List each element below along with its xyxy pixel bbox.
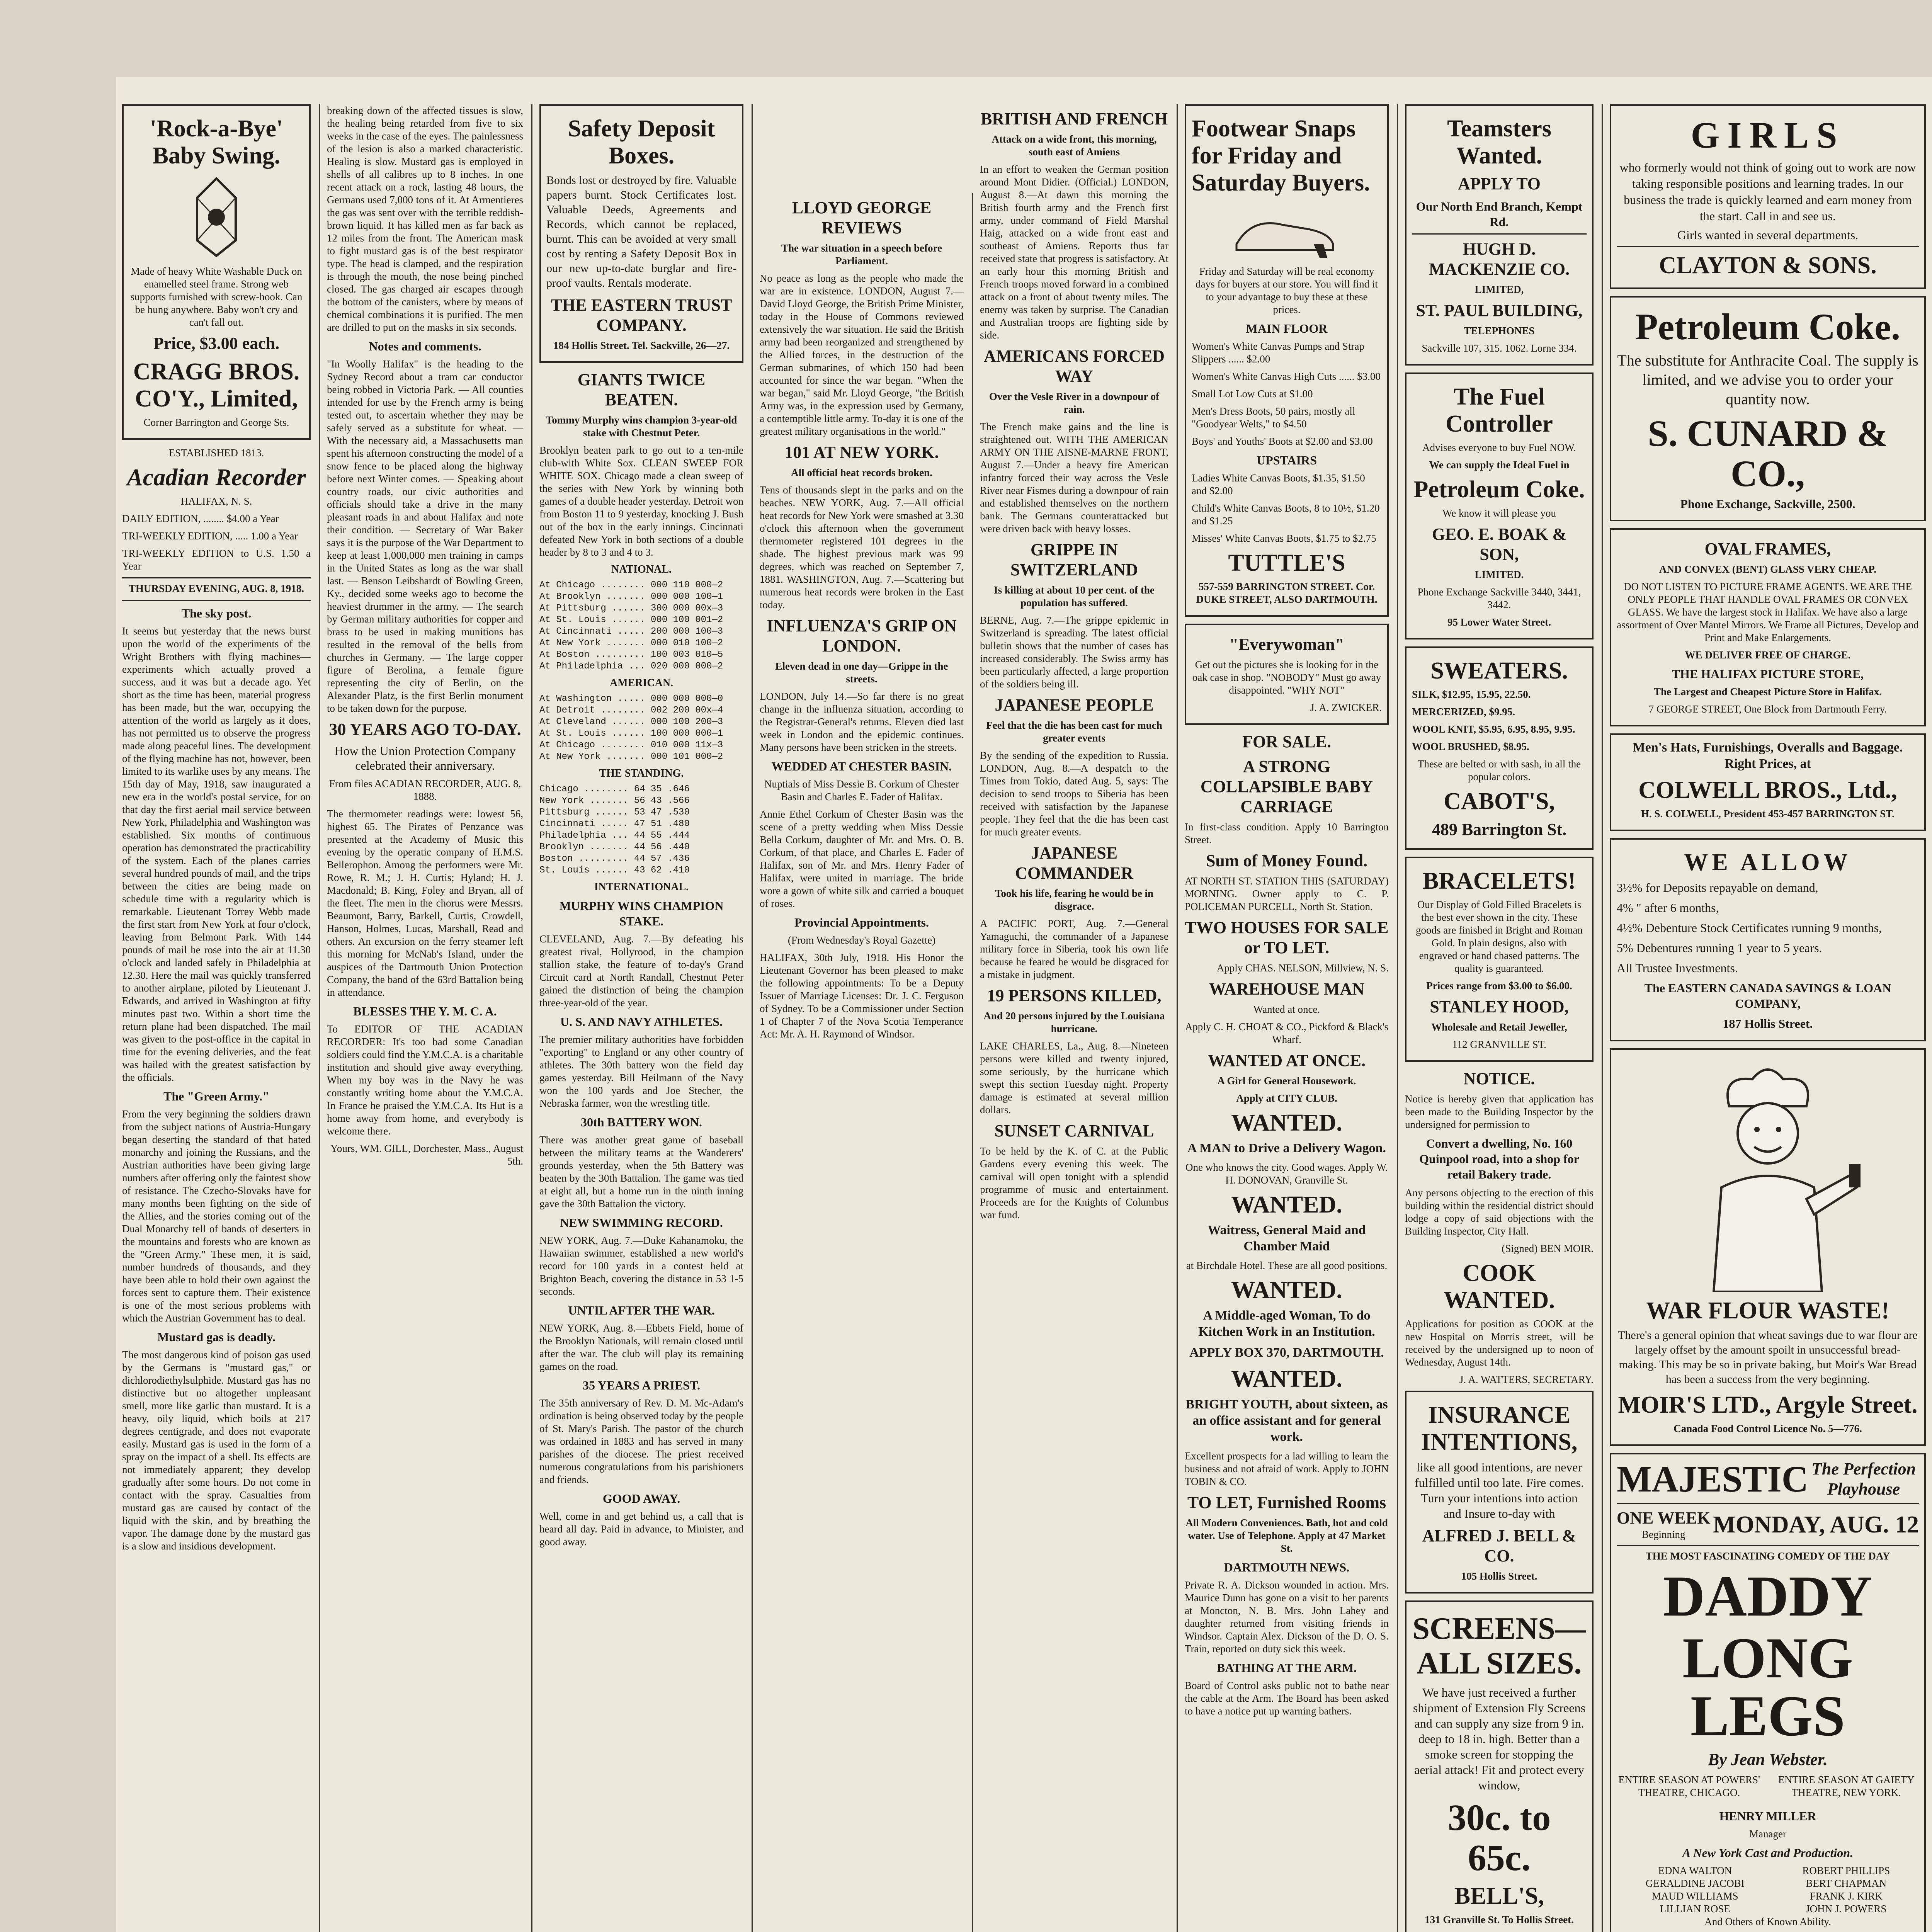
colwell-intro: Men's Hats, Furnishings, Overalls and Baggage. Right Prices, at bbox=[1633, 740, 1903, 771]
screens-ad bbox=[1405, 1600, 1594, 1932]
score-row: At Brooklyn ....... 000 000 100—1 bbox=[539, 592, 723, 602]
majestic-manager-label: Manager bbox=[1749, 1828, 1786, 1840]
safety-address: 184 Hollis Street. Tel. Sackville, 26—27. bbox=[553, 340, 730, 351]
screens-price: 30c. to 65c. bbox=[1447, 1797, 1551, 1878]
savings-company: The EASTERN CANADA SAVINGS & LOAN COMPANY, bbox=[1644, 981, 1891, 1010]
sale-head: FOR SALE. bbox=[1242, 732, 1331, 751]
influenza-head: INFLUENZA'S GRIP ON LONDON. bbox=[767, 616, 957, 655]
american-scores bbox=[539, 693, 743, 763]
girls-ad bbox=[1610, 104, 1926, 289]
wanted-youth-apply: Excellent prospects for a lad willing to learn the business and not afraid of work. Apply to JOHN TOBIN & CO. bbox=[1185, 1450, 1389, 1487]
thirty-years-source: From files ACADIAN RECORDER, AUG. 8, 1888. bbox=[329, 778, 521, 802]
wanted-once-text: A Girl for General Housework. bbox=[1217, 1075, 1356, 1087]
commander-sub: Took his life, fearing he would be in disgrace. bbox=[995, 888, 1154, 912]
mustard-head: Mustard gas is deadly. bbox=[157, 1330, 276, 1344]
everywoman-title: "Everywoman" bbox=[1229, 635, 1345, 654]
allow-row: 5% Debentures running 1 year to 5 years. bbox=[1617, 941, 1822, 955]
safety-company: THE EASTERN TRUST COMPANY. bbox=[551, 296, 732, 335]
newspaper-page bbox=[116, 77, 1932, 1932]
notices-text: HALIFAX, 30th July, 1918. His Honor the Lieutenant Governor has been pleased to make the following appointments: To be a Deputy Issuer of Marriage Licenses: Dr. J. C. Ferguson of Sydney. To be a Commissioner under Section 1 of Chapter 7 of the Nova Scotia Temperance Act: Mr. A. H. Raymond of Windsor. bbox=[760, 952, 964, 1040]
flour-text: There's a general opinion that wheat savings due to war flour are largely offset by the amount spoilt in unsuccessful bread-making. This may be so in private baking, but Moir's War Bread has been a success from the very beginning. bbox=[1618, 1329, 1918, 1386]
giants-head: GIANTS TWICE BEATEN. bbox=[577, 370, 706, 409]
cragg-name: CRAGG BROS. CO'Y., Limited, bbox=[133, 359, 300, 412]
cabots-name: CABOT'S, bbox=[1444, 788, 1555, 815]
warehouse-text: Wanted at once. bbox=[1253, 1003, 1320, 1015]
allow-trustees: All Trustee Investments. bbox=[1617, 961, 1738, 975]
masthead bbox=[122, 447, 311, 601]
sky-post-text: It seems but yesterday that the news burst upon the world of the experiments of the Wright Brothers with flying machines—experiments which actually proved a success, and it was but a decade ago. Yet short as the time has been, material progress has been made, but the war, occupying the attention of the world as largely as it does, has not permitted us to observe the progress made along peaceful lines. The development of the flying machine has not, however, been limited to its warlike uses by any means. The 15th day of May, 1918, saw inaugurated a new era in the world's postal service, for on that day the first aerial mail service between New York, Philadelphia and Washington was established. Six months of continuous operation has demonstrated the practicability of the system. Each of the planes carries several hundred pounds of mail, and the trips between the cities are being made on schedule time with a regularity which is remarkable. Lieutenant Torrey Webb made the first start from New York at four o'clock, leaving from Belmont Park. With 144 pounds of mail he rose into the air at 11.30 o'clock and landed safely in Philadelphia at 12.30. Here the mail was quickly transferred to another airplane, piloted by Lieutenant J. Edwards, and arrived in Washington at fifty minutes past two. Within a short time the return plane had been dispatched. The mail was given to the post-office in the capital in time for the evening deliveries, and the feat was hailed with the greatest satisfaction by the officials. bbox=[122, 625, 311, 1083]
swim-text: NEW YORK, Aug. 7.—Duke Kahanamoku, the Hawaiian swimmer, established a new world's record for 100 yards in a contest held at Brighton Beach, covering the distance in 53 1-5 seconds. bbox=[539, 1235, 743, 1297]
score-row: At Boston ......... 100 003 010—5 bbox=[539, 650, 723, 660]
priest-head: 35 YEARS A PRIEST. bbox=[582, 1378, 701, 1392]
cunard-phone: Phone Exchange, Sackville, 2500. bbox=[1680, 497, 1855, 511]
notice-text: Notice is hereby given that application has been made to the Building Inspector by the undersigned for permission to bbox=[1405, 1093, 1594, 1130]
killed-head: 19 PERSONS KILLED, bbox=[987, 986, 1162, 1005]
notes-text: "In Woolly Halifax" is the heading to the Sydney Record about a tram car conductor being robbed in Victoria Park. — All counties intended for use by the French army is being tested out, to ascertain whether they may be safely served as a substitute for wheat. — With the necessary aid, a Massachusetts man spent his afternoon constructing the model of a snow fence to be placed along the highway before next Winter comes. — Speaking about country roads, our civic authorities and officials should take a drive in the many pleasant roads in and about Halifax and note their condition. — Secretary of War Baker says it is the purpose of the War Department to keep at least 1,000,000 men training in camps in the United States as long as the war shall last. — Benson Leibshardt of Bowling Green, Ky., decided some weeks ago to become the heaviest drummer in the army. — The search by German military authorities for copper and brass to be used in making munitions has resulted in the removal of the bells from churches in Germany. — The large copper figure of Berolina, a female figure representing the city of Berlin, on the Alexander Platz, is the first Berlin monument to be taken down for the purpose. bbox=[327, 358, 523, 714]
american-head: AMERICAN. bbox=[609, 677, 673, 689]
standing-row: Pittsburg ...... 53 47 .530 bbox=[539, 807, 690, 818]
moirs-name: MOIR'S LTD., Argyle Street. bbox=[1618, 1392, 1918, 1418]
british-sub: Attack on a wide front, this morning, south east of Amiens bbox=[992, 133, 1157, 158]
everywoman-ad bbox=[1185, 624, 1389, 725]
lloyd-sub: The war situation in a speech before Parliament. bbox=[781, 242, 942, 267]
ymca-sign: Yours, WM. GILL, Dorchester, Mass., August 5th. bbox=[330, 1143, 523, 1167]
safety-deposit-ad bbox=[539, 104, 743, 363]
good-away-head: GOOD AWAY. bbox=[602, 1492, 680, 1505]
notes-head: Notes and comments. bbox=[369, 339, 481, 353]
international-head: INTERNATIONAL. bbox=[594, 881, 689, 893]
halifax-picture-store: THE HALIFAX PICTURE STORE, bbox=[1672, 667, 1864, 681]
japanese-sub: Feel that the die has been cast for much greater events bbox=[986, 719, 1162, 744]
killed-text: LAKE CHARLES, La., Aug. 8.—Nineteen persons were killed and twenty injured, some seriously, by the hurricane which swept this section Tuesday night. Property damage is estimated at several million dollars. bbox=[980, 1040, 1168, 1116]
bracelets-prices: Prices range from $3.00 to $6.00. bbox=[1426, 980, 1572, 992]
majestic-beginning: Beginning bbox=[1641, 1529, 1685, 1540]
dartmouth-head: DARTMOUTH NEWS. bbox=[1224, 1560, 1350, 1574]
column-6 bbox=[1179, 104, 1395, 1932]
footwear-upstairs: UPSTAIRS bbox=[1257, 453, 1317, 467]
sale-title: A STRONG COLLAPSIBLE BABY CARRIAGE bbox=[1200, 757, 1373, 816]
column-7 bbox=[1399, 104, 1600, 1932]
cabots-address: 489 Barrington St. bbox=[1432, 820, 1567, 839]
long-legs-title: LONG LEGS bbox=[1682, 1626, 1853, 1748]
grippe-head: GRIPPE IN SWITZERLAND bbox=[1010, 540, 1138, 579]
column-3 bbox=[533, 104, 750, 1932]
oval-frames-ad bbox=[1610, 528, 1926, 726]
footwear-item: Boys' and Youths' Boots at $2.00 and $3.00 bbox=[1192, 435, 1373, 447]
carnival-head: SUNSET CARNIVAL bbox=[994, 1121, 1154, 1140]
notices-sub: (From Wednesday's Royal Gazette) bbox=[787, 934, 936, 946]
score-row: At New York ....... 000 010 100—2 bbox=[539, 638, 723, 648]
wanted-youth-text: BRIGHT YOUTH, about sixteen, as an office assistant and for general work. bbox=[1185, 1397, 1388, 1444]
york-text: Tens of thousands slept in the parks and on the beaches. NEW YORK, Aug. 7.—All official heat records for New York were smashed at 3.30 o'clock this afternoon when the government thermometer registered 101 degrees in the shade. The highest previous mark was 99 degrees, which was reached on September 7, 1881. WASHINGTON, Aug. 7.—Scattering but numerous heat records were broken in the East today. bbox=[760, 484, 964, 611]
column-2 bbox=[321, 104, 529, 1932]
murphy-head: MURPHY WINS CHAMPION STAKE. bbox=[559, 899, 724, 928]
rooms-title: TO LET, Furnished Rooms bbox=[1187, 1493, 1386, 1512]
stanley-hood-desc: Wholesale and Retail Jeweller, bbox=[1431, 1021, 1567, 1033]
boak-phone: Phone Exchange Sackville 3440, 3441, 3442. bbox=[1417, 586, 1581, 611]
column-1 bbox=[116, 104, 317, 1932]
cast-member: MAUD WILLIAMS bbox=[1651, 1890, 1738, 1902]
score-row: At Chicago ........ 000 110 000—2 bbox=[539, 580, 723, 590]
masthead-tri: TRI-WEEKLY EDITION, ..... 1.00 a Year bbox=[122, 530, 298, 542]
column-4 bbox=[753, 193, 970, 1932]
majestic-week: ONE WEEK bbox=[1617, 1509, 1711, 1527]
wanted-driver-apply: One who knows the city. Good wages. Apply W. H. DONOVAN, Granville St. bbox=[1185, 1162, 1388, 1186]
bracelets-text: Our Display of Gold Filled Bracelets is the best ever shown in the city. These goods are finished in Bright and Roman Gold. In plain designs, also with engraved or hand chased patterns. The quality is guaranteed. bbox=[1416, 899, 1583, 974]
wanted-waitress-text: Waitress, General Maid and Chamber Maid bbox=[1208, 1223, 1366, 1253]
ymca-text: To EDITOR OF THE ACADIAN RECORDER: It's too bad some Canadian soldiers could find the Y.M.C.A. is a charitable institution and should give away everything. When my boy was in the Navy he was constantly writing home about the Y.M.C.A. In France he praised the Y.M.C.A. Its Hut is a home away from home, and everybody is welcome there. bbox=[327, 1023, 523, 1137]
carnival-text: To be held by the K. of C. at the Public Gardens every evening this week. The carnival will open tonight with a splendid programme of music and entertainment. Proceeds are for the Knights of Columbus war fund. bbox=[980, 1145, 1168, 1221]
standing-row: Boston ......... 44 57 .436 bbox=[539, 854, 690, 864]
wanted-woman-title: WANTED. bbox=[1231, 1277, 1342, 1303]
footwear-item: Men's Dress Boots, 50 pairs, mostly all "Goodyear Welts," to $4.50 bbox=[1192, 405, 1355, 430]
thirty-years-text: The thermometer readings were: lowest 56, highest 65. The Pirates of Penzance was presented at the Academy of Music this evening by the operatic company of H.M.S. Bellerophon. Among the performers were Mr. Rowe, R. M.; J. H. Curtis; Hyland; H. J. Macdonald; B. King, Foley and Bryan, all of the fleet. The men in the chorus were Messrs. Beaumont, Barry, Barkell, Curtis, Crowdell, Hanson, Holmes, Lucas, Marshall, Read and others. An excursion on the ferry steamer left this morning for McNab's Island, under the auspices of the Dartmouth Union Protection Company, the band of the 63rd Battalion being in attendance. bbox=[327, 808, 523, 998]
warehouse-apply: Apply C. H. CHOAT & CO., Pickford & Black's Wharf. bbox=[1185, 1021, 1389, 1045]
clayton-name: CLAYTON & SONS. bbox=[1659, 252, 1877, 279]
insurance-ad bbox=[1405, 1391, 1594, 1594]
wedded-head: WEDDED AT CHESTER BASIN. bbox=[771, 759, 952, 773]
majestic-name: MAJESTIC bbox=[1617, 1458, 1809, 1500]
footwear-item: Women's White Canvas High Cuts ...... $3.00 bbox=[1192, 371, 1381, 382]
influenza-text: LONDON, July 14.—So far there is no great change in the influenza situation, according to the Registrar-General's returns. Eleven died last week in London and the epidemic continues. Many persons have been stricken in the streets. bbox=[760, 690, 964, 753]
influenza-sub: Eleven dead in one day—Grippe in the streets. bbox=[775, 660, 948, 685]
footwear-main-floor: MAIN FLOOR bbox=[1246, 321, 1328, 335]
cast-member: FRANK J. KIRK bbox=[1810, 1890, 1883, 1902]
column-8 bbox=[1604, 104, 1932, 1932]
majestic-cast-head: A New York Cast and Production. bbox=[1682, 1846, 1854, 1860]
score-row: At Detroit ........ 002 200 00x—4 bbox=[539, 705, 723, 716]
standing-row: New York ....... 56 43 .566 bbox=[539, 796, 690, 806]
score-row: At St. Louis ...... 000 100 001—2 bbox=[539, 615, 723, 625]
mustard-continued: breaking down of the affected tissues is slow, the healing being retarded from five to six weeks in the case of the eyes. The painlessness of the lesion is also a marked characteristic. Healing is slow. Mustard gas is employed in shells of all calibres up to 8 inches. In one recent attack on a rock, lasting 48 hours, the Germans used 7,000 tons of it. At Armentieres the gas was sent over with the terrible reddish-brown liquid. It has killed men as far back as 12 miles from the front. The American mask to fight mustard gas is of the best respirator type. The head is clamped, and the respiration is through the mouth, the nose being pinched closed. The gas charged air escapes through the bottom of the canisters, where by means of chemical combinations it is purified. The men are drilled to put on the masks in six seconds. bbox=[327, 105, 523, 333]
killed-sub: And 20 persons injured by the Louisiana hurricane. bbox=[983, 1010, 1165, 1034]
boak-address: 95 Lower Water Street. bbox=[1447, 616, 1551, 628]
british-head: BRITISH AND FRENCH bbox=[980, 109, 1168, 128]
sweaters-wool: WOOL KNIT, $5.95, 6.95, 8.95, 9.95. bbox=[1412, 723, 1575, 735]
allow-title: WE ALLOW bbox=[1684, 849, 1852, 876]
masthead-established: ESTABLISHED 1813. bbox=[168, 447, 264, 459]
tuttles-address: 557-559 BARRINGTON STREET. Cor. DUKE STREET, ALSO DARTMOUTH. bbox=[1196, 581, 1378, 605]
fuel-title: The Fuel Controller bbox=[1446, 384, 1553, 437]
standing-row: Brooklyn ....... 44 56 .440 bbox=[539, 842, 690, 852]
mackenzie-name: HUGH D. MACKENZIE CO. bbox=[1429, 240, 1570, 279]
allow-row: 4½% Debenture Stock Certificates running 9 months, bbox=[1617, 921, 1882, 935]
stanley-hood-address: 112 GRANVILLE ST. bbox=[1452, 1039, 1546, 1050]
majestic-sub: The Perfection Playhouse bbox=[1811, 1459, 1916, 1498]
swim-head: NEW SWIMMING RECORD. bbox=[560, 1216, 723, 1230]
sweaters-merc: MERCERIZED, $9.95. bbox=[1412, 706, 1515, 718]
allow-row: 4% " after 6 months, bbox=[1617, 901, 1719, 915]
majestic-date: MONDAY, AUG. 12 bbox=[1713, 1511, 1919, 1538]
battery-text: There was another great game of baseball between the military teams at the Wanderers' grounds yesterday, when the 5th Battery was beaten by the 30th Battalion. The game was tied at eight all, but a home run in the ninth inning gave the 30th Battalion the victory. bbox=[539, 1134, 743, 1209]
cook-title: COOK WANTED. bbox=[1444, 1260, 1555, 1313]
teamsters-title: Teamsters Wanted. bbox=[1447, 116, 1551, 169]
notice-sign: (Signed) BEN MOIR. bbox=[1502, 1243, 1594, 1254]
wanted-youth-title: WANTED. bbox=[1231, 1366, 1342, 1392]
notice-bold: Convert a dwelling, No. 160 Quinpool road, into a shop for retail Bakery trade. bbox=[1419, 1136, 1579, 1181]
score-row: At Cleveland ...... 000 100 200—3 bbox=[539, 717, 723, 727]
bathing-text: Board of Control asks public not to bathe near the cable at the Arm. The Board has been asked to have a notice put up warning bathers. bbox=[1185, 1680, 1389, 1717]
shoe-illustration bbox=[1229, 202, 1345, 260]
mackenzie-phones: Sackville 107, 315. 1062. Lorne 334. bbox=[1422, 342, 1577, 354]
thirty-years-head: 30 YEARS AGO TO-DAY. bbox=[329, 720, 521, 739]
sweaters-brushed: WOOL BRUSHED, $8.95. bbox=[1412, 741, 1529, 752]
wanted-woman-text: A Middle-aged Woman, To do Kitchen Work in an Institution. bbox=[1198, 1308, 1375, 1339]
wanted-once-title: WANTED AT ONCE. bbox=[1208, 1051, 1366, 1070]
boak-name: GEO. E. BOAK & SON, bbox=[1432, 525, 1567, 564]
majestic-manager: HENRY MILLER bbox=[1719, 1809, 1816, 1823]
daddy-title: DADDY bbox=[1663, 1564, 1872, 1628]
japanese-text: By the sending of the expedition to Russia. LONDON, Aug. 8.—A despatch to the Times from Tokio, dated Aug. 5, says: The decision to send troops to Siberia has been received with satisfaction by the Japanese people. They feel that the die has been cast for much greater events. bbox=[980, 750, 1168, 838]
flour-title: WAR FLOUR WASTE! bbox=[1646, 1298, 1889, 1324]
cast-member: ROBERT PHILLIPS bbox=[1802, 1865, 1890, 1876]
bracelets-ad bbox=[1405, 857, 1594, 1062]
majestic-run-chicago: ENTIRE SEASON AT POWERS' THEATRE, CHICAGO. bbox=[1618, 1774, 1760, 1798]
halifax-picture-desc: The Largest and Cheapest Picture Store in Halifax. bbox=[1654, 686, 1882, 697]
fuel-please: We know it will please you bbox=[1442, 507, 1556, 519]
oval-sub: AND CONVEX (BENT) GLASS VERY CHEAP. bbox=[1659, 563, 1877, 575]
bracelets-title: BRACELETS! bbox=[1422, 868, 1576, 894]
rock-a-bye-title: 'Rock-a-Bye' Baby Swing. bbox=[150, 116, 283, 169]
americans-head: AMERICANS FORCED WAY bbox=[983, 347, 1165, 386]
notice-title: NOTICE. bbox=[1463, 1069, 1535, 1088]
cast-member: BERT CHAPMAN bbox=[1806, 1878, 1887, 1889]
baby-swing-illustration bbox=[185, 175, 247, 260]
bells-name: BELL'S, bbox=[1454, 1883, 1544, 1909]
wanted-driver-text: A MAN to Drive a Delivery Wagon. bbox=[1187, 1141, 1386, 1155]
score-row: At Washington ..... 000 000 000—0 bbox=[539, 694, 723, 704]
sweaters-title: SWEATERS. bbox=[1430, 658, 1568, 684]
japanese-head: JAPANESE PEOPLE bbox=[995, 696, 1154, 714]
standing-row: Philadelphia ... 44 55 .444 bbox=[539, 830, 690, 841]
majestic-ad bbox=[1610, 1453, 1926, 1932]
cunard-name: S. CUNARD & CO., bbox=[1648, 413, 1888, 494]
score-row: At St. Louis ...... 100 000 000—1 bbox=[539, 728, 723, 739]
score-row: At Cincinnati ..... 200 000 100—3 bbox=[539, 626, 723, 637]
teamsters-address: Our North End Branch, Kempt Rd. bbox=[1416, 199, 1583, 229]
wanted-waitress-apply: at Birchdale Hotel. These are all good positions. bbox=[1186, 1260, 1388, 1271]
colwell-address: H. S. COLWELL, President 453-457 BARRINGTON ST. bbox=[1641, 808, 1895, 820]
column-5 bbox=[974, 104, 1175, 1932]
houses-title: TWO HOUSES FOR SALE or TO LET. bbox=[1185, 918, 1389, 957]
americans-sub: Over the Vesle River in a downpour of rain. bbox=[989, 391, 1160, 415]
cragg-address: Corner Barrington and George Sts. bbox=[143, 417, 289, 428]
green-army-head: The "Green Army." bbox=[163, 1089, 270, 1103]
army-text: The premier military authorities have forbidden "exporting" to England or any other country of athletes. The 30th battery won the field day games yesterday. Bill Heilmann of the Navy won the 100 yards and Joe Stecher, the Nebraska farmer, won the wrestling title. bbox=[539, 1034, 743, 1109]
battery-head: 30th BATTERY WON. bbox=[581, 1115, 702, 1129]
war-text: NEW YORK, Aug. 8.—Ebbets Field, home of the Brooklyn Nationals, will remain closed until after the war. The club will play its remaining games on the road. bbox=[539, 1322, 743, 1372]
national-scores bbox=[539, 580, 743, 672]
giants-sub: Tommy Murphy wins champion 3-year-old stake with Chestnut Peter. bbox=[546, 414, 737, 439]
girls-title: GIRLS bbox=[1690, 114, 1845, 156]
masthead-tri-us: TRI-WEEKLY EDITION to U.S. 1.50 a Year bbox=[122, 548, 311, 572]
standing-row: Chicago ........ 64 35 .646 bbox=[539, 784, 690, 794]
standing-head: THE STANDING. bbox=[599, 767, 684, 779]
lloyd-text: No peace as long as the people who made the war are in existence. LONDON, August 7.—David Lloyd George, the British Prime Minister, today in the House of Commons reviewed extensively the war situation. He said the British army had been reorganized and strengthened by the Allied forces, in the destruction of the German submarines, of which 150 had been accounted for since the war began. "When the war began," said Mr. Lloyd George, "the British Army was, in the expression used by Germany, a contemptible little army. To-day it is one of the greatest military organisations in the world." bbox=[760, 272, 964, 437]
notices-head: Provincial Appointments. bbox=[794, 915, 929, 929]
ymca-head: BLESSES THE Y. M. C. A. bbox=[353, 1004, 497, 1018]
cast-member: JOHN J. POWERS bbox=[1806, 1903, 1887, 1915]
cast-member: LILLIAN ROSE bbox=[1660, 1903, 1730, 1915]
oval-title: OVAL FRAMES, bbox=[1704, 539, 1831, 558]
score-row: At New York ....... 000 101 000—2 bbox=[539, 752, 723, 762]
bathing-head: BATHING AT THE ARM. bbox=[1216, 1661, 1357, 1675]
war-head: UNTIL AFTER THE WAR. bbox=[568, 1303, 715, 1317]
teamsters-ad bbox=[1405, 104, 1594, 366]
everywoman-text: Get out the pictures she is looking for in the oak case in shop. "NOBODY" Must go away disappointed. "WHY NOT" bbox=[1192, 659, 1381, 696]
rock-a-bye-ad bbox=[122, 104, 311, 440]
baker-illustration bbox=[1667, 1060, 1868, 1292]
mackenzie-building: ST. PAUL BUILDING, bbox=[1416, 301, 1583, 320]
dartmouth-text: Private R. A. Dickson wounded in action. Mrs. Maurice Dunn has gone on a visit to her parents at Moncton, N. B. Mrs. John Lahey and daughter returned from visiting friends in Windsor. Captain Alex. Dickson of the D. O. S. Train, reported on duty sick this week. bbox=[1185, 1579, 1389, 1655]
standings bbox=[539, 784, 743, 876]
mackenzie-limited: LIMITED, bbox=[1475, 284, 1524, 295]
footwear-intro: Friday and Saturday will be real economy days for buyers at our store. You will find it to your advantage to buy these at these prices. bbox=[1196, 265, 1378, 315]
priest-text: The 35th anniversary of Rev. D. M. Mc-Adam's ordination is being observed today by the people of St. Mary's Parish. The pastor of the church was ordained in 1883 and has served in many parishes of the diocese. The priest received numerous congratulations from his parishioners and friends. bbox=[539, 1397, 743, 1485]
wedded-text: Annie Ethel Corkum of Chester Basin was the scene of a pretty wedding when Miss Dessie Bella Corkum, daughter of Mr. and Mrs. O. B. Corkum, of that place, and Charles E. Fader of Halifax, son of Mr. and Mrs. Henry Fader of Halifax, were united in marriage. The bride wore a gown of white silk and carried a bouquet of roses. bbox=[760, 808, 964, 909]
money-found-text: AT NORTH ST. STATION THIS (SATURDAY) MORNING. Owner apply to C. P. POLICEMAN PURCELL, North St. Station. bbox=[1185, 875, 1389, 912]
sweaters-silk: SILK, $12.95, 15.95, 22.50. bbox=[1412, 689, 1531, 700]
colwell-ad bbox=[1610, 733, 1926, 831]
sale-text: In first-class condition. Apply 10 Barrington Street. bbox=[1185, 821, 1389, 845]
fuel-ad bbox=[1405, 372, 1594, 639]
commander-text: A PACIFIC PORT, Aug. 7.—General Yamaguchi, the commander of a Japanese military force in Siberia, took his own life because he feared he would be disgraced for a mistake in judgment. bbox=[980, 918, 1168, 980]
score-row: At Philadelphia ... 020 000 000—2 bbox=[539, 661, 723, 672]
colwell-name: COLWELL BROS., Ltd., bbox=[1638, 777, 1897, 803]
british-text: In an effort to weaken the German position around Mont Didier. (Official.) LONDON, August 8.—At dawn this morning the British fourth army and the French first army, under command of Field Marshal Haig, attacked on a wide front east and southeast of Amiens. Reports thus far received state that progress is satisfactory. At an early hour this morning British and French troops moved forward in a combined attack on a front of about twenty miles. The enemy was taken by surprise. The Canadian and Australian troops are fighting side by side. bbox=[980, 163, 1168, 341]
wedded-sub: Nuptials of Miss Dessie B. Corkum of Chester Basin and Charles E. Fader of Halifax. bbox=[764, 778, 959, 803]
cast-member: EDNA WALTON bbox=[1658, 1865, 1732, 1876]
sweaters-note: These are belted or with sash, in all the popular colors. bbox=[1417, 758, 1581, 782]
moirs-licence: Canada Food Control Licence No. 5—776. bbox=[1673, 1423, 1862, 1434]
cook-sign: J. A. WATTERS, SECRETARY. bbox=[1459, 1374, 1594, 1385]
green-army-text: From the very beginning the soldiers drawn from the subject nations of Austria-Hungary began deserting the standard of that hated monarchy and joining the Russians, and the Austrian authorities have been giving large numbers after offering only the faintest show of resistance. The Czecho-Slovaks have for many months been fighting on the side of the Allies, and the stories coming out of the Dual Monarchy tell of bands of deserters in the mountains and forests who are known as the "Green Army." These men, it is said, number hundreds of thousands, and they have been able to hold their own against the forces sent to capture them. Their existence is one of the most serious problems with which the Austrian Government has to deal. bbox=[122, 1108, 311, 1324]
fuel-coke: Petroleum Coke. bbox=[1413, 476, 1585, 503]
footwear-upstairs-item: Misses' White Canvas Boots, $1.75 to $2.75 bbox=[1192, 532, 1376, 544]
cast-member: GERALDINE JACOBI bbox=[1645, 1878, 1745, 1889]
stanley-hood: STANLEY HOOD, bbox=[1430, 997, 1569, 1016]
insurance-address: 105 Hollis Street. bbox=[1461, 1570, 1537, 1582]
wanted-driver-title: WANTED. bbox=[1231, 1110, 1342, 1136]
fuel-ideal: We can supply the Ideal Fuel in bbox=[1429, 459, 1570, 471]
insurance-title: INSURANCE INTENTIONS, bbox=[1421, 1402, 1578, 1455]
york-sub: All official heat records broken. bbox=[791, 467, 932, 478]
footwear-ad bbox=[1185, 104, 1389, 617]
commander-head: JAPANESE COMMANDER bbox=[1015, 844, 1133, 883]
standing-row: Cincinnati ..... 47 51 .480 bbox=[539, 819, 690, 829]
boak-limited: LIMITED. bbox=[1475, 569, 1524, 580]
moirs-ad bbox=[1610, 1048, 1926, 1446]
mackenzie-phones-label: TELEPHONES bbox=[1464, 325, 1535, 337]
americans-text: The French make gains and the line is straightened out. WITH THE AMERICAN ARMY ON THE AISNE-MARNE FRONT, August 7.—Under a heavy fire American infantry forced their way across the Vesle River near Fismes during a downpour of rain and established themselves on the northern bank. The Germans counterattacked but were driven back with heavy losses. bbox=[980, 421, 1168, 534]
warehouse-title: WAREHOUSE MAN bbox=[1209, 980, 1365, 998]
standing-row: St. Louis ...... 43 62 .410 bbox=[539, 865, 690, 876]
giants-text: Brooklyn beaten park to go out to a ten-mile club-with White Sox. CLEAN SWEEP FOR WHITE SOX. Chicago made a clean sweep of the series with New York by winning both games of a double header yesterday. Detroit won from Boston 11 to 9 yesterday, knocking J. Bush out of the box in the early innings. Cincinnati defeated New York in both sections of a double header by 8 to 3 and 4 to 3. bbox=[539, 444, 743, 558]
wanted-woman-apply: APPLY BOX 370, DARTMOUTH. bbox=[1189, 1345, 1384, 1360]
savings-address: 187 Hollis Street. bbox=[1723, 1017, 1813, 1031]
oval-text: DO NOT LISTEN TO PICTURE FRAME AGENTS. WE ARE THE ONLY PEOPLE THAT HANDLE OVAL FRAMES OR CONVEX GLASS. We have the largest stock in Halifax. We have also a large assortment of Over Mantel Mirrors. We Frame all Pictures, Develop and Print and Make Enlargements. bbox=[1617, 581, 1919, 643]
thirty-years-sub: How the Union Protection Company celebrated their anniversary. bbox=[334, 744, 516, 772]
masthead-title: Acadian Recorder bbox=[127, 464, 306, 491]
majestic-others: And Others of Known Ability. bbox=[1704, 1916, 1831, 1927]
girls-wanted: Girls wanted in several departments. bbox=[1677, 228, 1859, 242]
footwear-item: Women's White Canvas Pumps and Strap Slippers ...... $2.00 bbox=[1192, 340, 1364, 365]
masthead-date: THURSDAY EVENING, AUG. 8, 1918. bbox=[128, 583, 304, 594]
grippe-text: BERNE, Aug. 7.—The grippe epidemic in Switzerland is spreading. The latest official bulletin shows that the number of cases has increased considerably. The Swiss army has been particularly affected, a large proportion of the soldiers being ill. bbox=[980, 614, 1168, 690]
footwear-item: Small Lot Low Cuts at $1.00 bbox=[1192, 388, 1313, 400]
petroleum-text: The substitute for Anthracite Coal. The supply is limited, and we advise you to order your quantity now. bbox=[1617, 352, 1918, 408]
savings-ad bbox=[1610, 838, 1926, 1041]
wanted-waitress-title: WANTED. bbox=[1231, 1192, 1342, 1218]
rock-a-bye-price: Price, $3.00 each. bbox=[153, 334, 280, 353]
halifax-picture-address: 7 GEORGE STREET, One Block from Dartmouth Ferry. bbox=[1648, 703, 1887, 715]
majestic-run-newyork: ENTIRE SEASON AT GAIETY THEATRE, NEW YORK. bbox=[1778, 1774, 1915, 1798]
army-head: U. S. AND NAVY ATHLETES. bbox=[560, 1015, 723, 1029]
petroleum-ad bbox=[1610, 296, 1926, 521]
tuttles-name: TUTTLE'S bbox=[1228, 550, 1345, 576]
allow-row: 3½% for Deposits repayable on demand, bbox=[1617, 881, 1818, 895]
lloyd-head: LLOYD GEORGE REVIEWS bbox=[792, 198, 932, 237]
insurance-text: like all good intentions, are never fulfilled until too late. Fire comes. Turn your intentions into action and Insure to-day with bbox=[1414, 1460, 1584, 1520]
majestic-fascinating: THE MOST FASCINATING COMEDY OF THE DAY bbox=[1645, 1550, 1890, 1562]
wanted-once-apply: Apply at CITY CLUB. bbox=[1236, 1092, 1337, 1104]
rock-a-bye-body: Made of heavy White Washable Duck on enamelled steel frame. Strong web supports furnished with screw-hook. Can be hung anywhere. Baby won't cry and can't fall out. bbox=[130, 265, 303, 328]
safety-body: Bonds lost or destroyed by fire. Valuable papers burnt. Stock Certificates lost. Valuable Deeds, Agreements and Records, which cannot be replaced, burnt. This can be avoided at very small cost by renting a Safety Deposit Box in our new up-to-date burglar and fire-proof vaults. Rentals moderate. bbox=[546, 174, 736, 289]
national-head: NATIONAL. bbox=[611, 563, 672, 575]
notice-text2: Any persons objecting to the erection of this building within the residential district should lodge a copy of said objections with the Building Inspector, City Hall. bbox=[1405, 1187, 1594, 1237]
score-row: At Pittsburg ...... 300 000 00x—3 bbox=[539, 603, 723, 614]
masthead-place: HALIFAX, N. S. bbox=[180, 495, 252, 507]
murphy-text: CLEVELAND, Aug. 7.—By defeating his greatest rival, Hollyrood, in the champion stallion stake, the feature of to-day's Grand Circuit card at North Randall, Chestnut Peter gained the distinction of being the champion three-year-old of the year. bbox=[539, 933, 743, 1009]
houses-apply: Apply CHAS. NELSON, Millview, N. S. bbox=[1216, 962, 1389, 974]
safety-title: Safety Deposit Boxes. bbox=[568, 116, 715, 169]
majestic-author: By Jean Webster. bbox=[1708, 1750, 1828, 1769]
teamsters-apply: APPLY TO bbox=[1458, 174, 1541, 193]
mustard-text: The most dangerous kind of poison gas used by the Germans is "mustard gas," or dichlorodiethylsulphide. Mustard gas has no distinctive but no altogether unpleasant smell, more like garlic than mustard. It is a heavy, oily liquid, which boils at 217 degrees centigrade, and does not evaporate easily. Mustard gas is used in the form of a spray on the impact of a shell. Its effects are not immediately apparent; they develop gradually after some hours. Do not come in contact with the spray. Casualties from mustard gas are caused by contact of the liquid with the skin, and by breathing the vapor. The damage done by the mustard gas is a slow and insidious development. bbox=[122, 1349, 311, 1552]
masthead-daily: DAILY EDITION, ........ $4.00 a Year bbox=[122, 513, 279, 524]
fuel-text: Advises everyone to buy Fuel NOW. bbox=[1422, 442, 1576, 453]
screens-title: SCREENS— ALL SIZES. bbox=[1412, 1612, 1586, 1680]
bells-address: 131 Granville St. To Hollis Street. bbox=[1425, 1914, 1574, 1925]
cook-text: Applications for position as COOK at the new Hospital on Morris street, will be received by the undersigned up to noon of Wednesday, August 14th. bbox=[1405, 1318, 1594, 1368]
money-found-head: Sum of Money Found. bbox=[1206, 851, 1368, 870]
sweaters-ad bbox=[1405, 646, 1594, 850]
petroleum-title: Petroleum Coke. bbox=[1635, 306, 1901, 347]
sky-post-head: The sky post. bbox=[181, 606, 252, 620]
york-head: 101 AT NEW YORK. bbox=[784, 443, 939, 462]
girls-text: who formerly would not think of going out to work are now taking responsible positions and learning trades. In our business the trade is quickly learned and earn money from the start. Call in and see us. bbox=[1619, 160, 1916, 223]
footwear-upstairs-item: Child's White Canvas Boots, 8 to 10½, $1.20 and $1.25 bbox=[1192, 502, 1380, 527]
score-row: At Chicago ........ 010 000 11x—3 bbox=[539, 740, 723, 750]
screens-text: We have just received a further shipment of Extension Fly Screens and can supply any size from 9 in. deep to 18 in. high. Better than a smoke screen for stopping the aerial attack! Fit and protect every window, bbox=[1413, 1685, 1586, 1792]
everywoman-sign: J. A. ZWICKER. bbox=[1310, 702, 1382, 713]
oval-deliver: WE DELIVER FREE OF CHARGE. bbox=[1685, 649, 1851, 661]
footwear-upstairs-item: Ladies White Canvas Boots, $1.35, $1.50 and $2.00 bbox=[1192, 472, 1365, 497]
grippe-sub: Is killing at about 10 per cent. of the population has suffered. bbox=[994, 584, 1155, 609]
footwear-title: Footwear Snaps for Friday and Saturday Buyers. bbox=[1192, 116, 1370, 196]
insurance-company: ALFRED J. BELL & CO. bbox=[1422, 1526, 1577, 1565]
rooms-text: All Modern Conveniences. Bath, hot and cold water. Use of Telephone. Apply at 47 Market St. bbox=[1185, 1517, 1388, 1554]
good-away-text: Well, come in and get behind us, a call that is heard all day. Paid in advance, to Minister, and good away. bbox=[539, 1510, 743, 1548]
